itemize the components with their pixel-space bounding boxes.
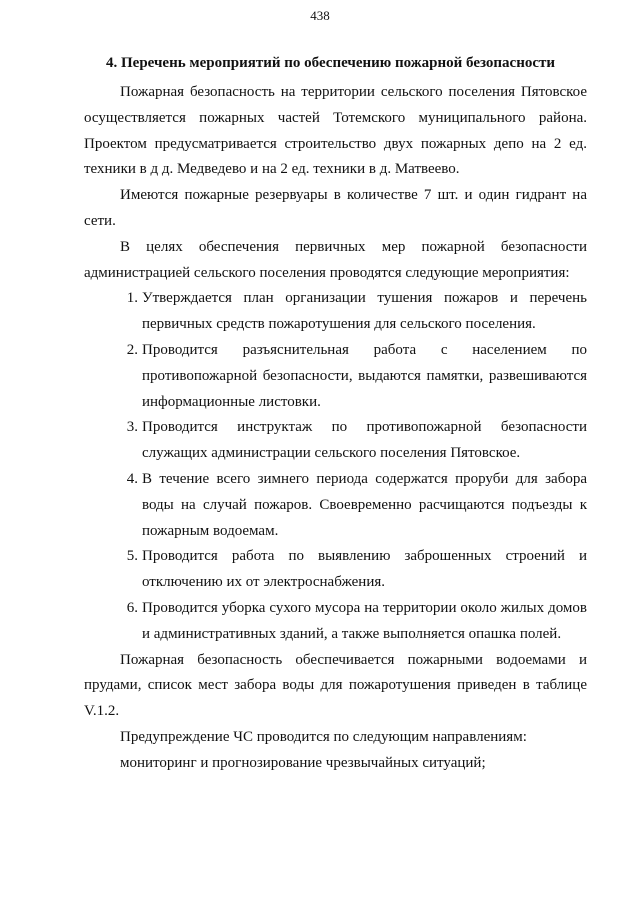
list-item <box>84 596 587 648</box>
list-number: 2. <box>126 341 138 358</box>
paragraph: Пожарная безопасность на территории сельского поселения Пятовское осуществляется пожарных частей Тотемского муниципального района. Проектом предусматривается строительство двух пожарных депо на 2 ед. техники в д д. Медведево и на 2 ед. техники в д. Матвеево. <box>84 84 587 178</box>
list-text: Проводится инструктаж по противопожарной безопасности служащих администрации сельского поселения Пятовское. <box>142 419 587 462</box>
document-body <box>84 80 587 777</box>
list-number: 3. <box>126 419 138 436</box>
list-item <box>84 544 587 596</box>
paragraph: мониторинг и прогнозирование чрезвычайных ситуаций; <box>120 754 486 771</box>
list-number: 6. <box>126 599 138 616</box>
list-number: 1. <box>126 290 138 307</box>
paragraph: В целях обеспечения первичных мер пожарной безопасности администрацией сельского поселения проводятся следующие мероприятия: <box>84 238 587 281</box>
list-item <box>84 415 587 467</box>
list-text: В течение всего зимнего периода содержатся проруби для забора воды на случай пожаров. Своевременно расчищаются подъезды к пожарным водоемам. <box>142 470 587 539</box>
list-text: Проводится уборка сухого мусора на территории около жилых домов и административных зданий, а также выполняется опашка полей. <box>142 599 587 642</box>
list-item <box>84 286 587 338</box>
list-item <box>84 467 587 544</box>
measures-list <box>84 286 587 647</box>
section-heading: 4. Перечень мероприятий по обеспечению пожарной безопасности <box>106 55 556 71</box>
list-text: Проводится разъяснительная работа с населением по противопожарной безопасности, выдаются памятки, развешиваются информационные листовки. <box>142 341 587 410</box>
page-number: 438 <box>310 8 330 23</box>
list-number: 4. <box>126 470 138 487</box>
list-text: Проводится работа по выявлению заброшенных строений и отключению их от электроснабжения. <box>142 548 587 591</box>
list-item <box>84 338 587 415</box>
paragraph: Имеются пожарные резервуары в количестве 7 шт. и один гидрант на сети. <box>84 187 587 229</box>
list-number: 5. <box>126 548 138 565</box>
list-text: Утверждается план организации тушения пожаров и перечень первичных средств пожаротушения для сельского поселения. <box>142 290 587 333</box>
paragraph: Предупреждение ЧС проводится по следующим направлениям: <box>120 728 527 745</box>
paragraph: Пожарная безопасность обеспечивается пожарными водоемами и прудами, список мест забора воды для пожаротушения приведен в таблице V.1.2. <box>84 651 587 720</box>
